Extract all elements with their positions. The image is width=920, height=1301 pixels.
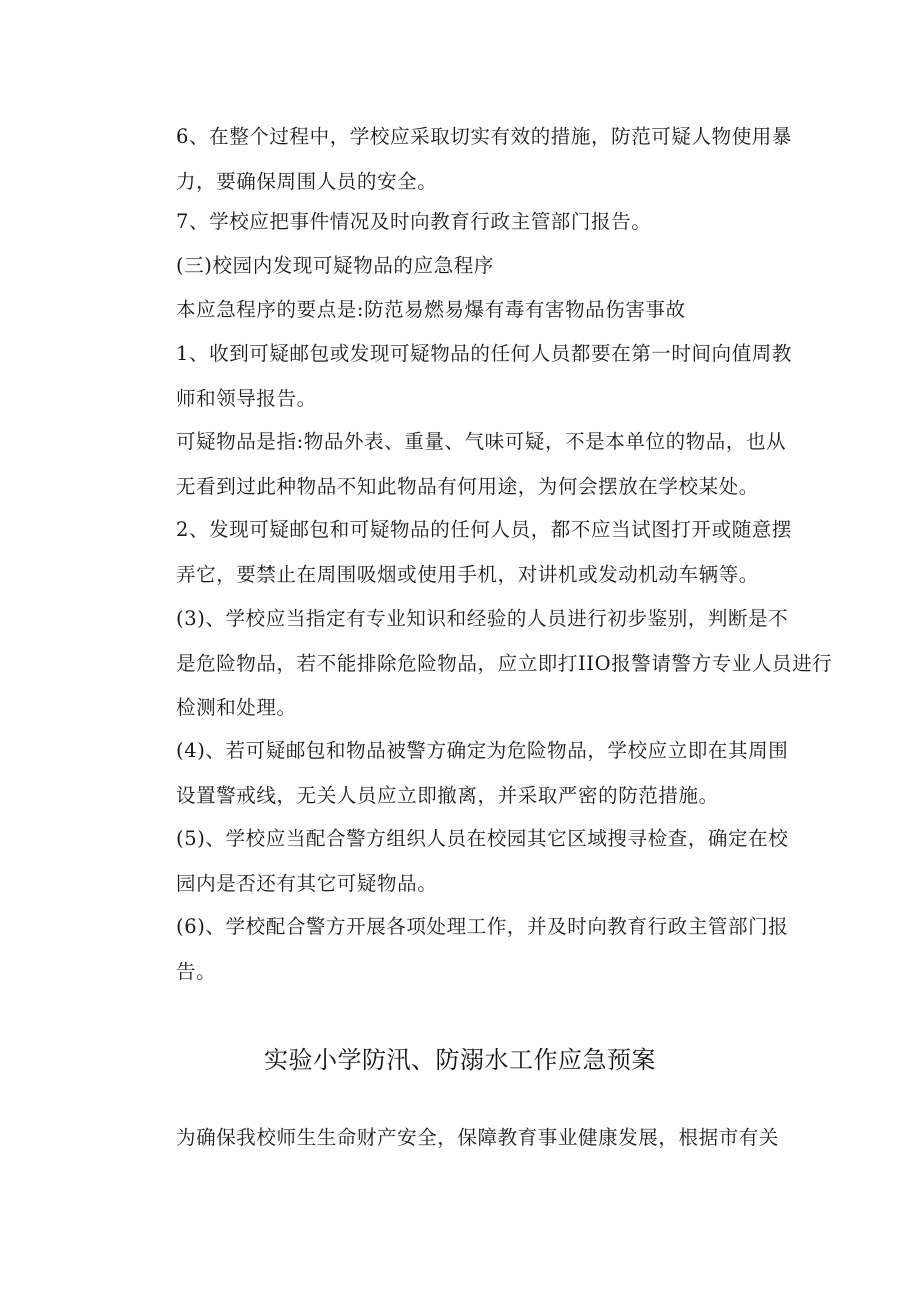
paragraph-step-6 [137, 905, 789, 994]
text-line: (6)、学校配合警方开展各项处理工作，并及时向教育行政主管部门报 [176, 915, 789, 938]
text-line: 2、发现可疑邮包和可疑物品的任何人员，都不应当试图打开或随意摆 [176, 518, 793, 541]
paragraph-item-7 [137, 200, 789, 245]
text-line: 本应急程序的要点是:防范易燃易爆有毒有害物品伤害事故 [176, 298, 686, 321]
text-line: 7、学校应把事件情况及时向教育行政主管部门报告。 [176, 210, 652, 233]
text-line: 设置警戒线，无关人员应立即撤离，并采取严密的防范措施。 [176, 783, 719, 807]
text-line: 力，要确保周围人员的安全。 [176, 169, 438, 193]
paragraph-item-6 [137, 115, 793, 204]
text-line: 6、在整个过程中，学校应采取切实有效的措施，防范可疑人物使用暴 [176, 125, 793, 148]
paragraph-step-2 [137, 508, 793, 597]
text-line: (4)、若可疑邮包和物品被警方确定为危险物品，学校应立即在其周围 [176, 739, 789, 762]
text-line: 告。 [176, 959, 217, 983]
paragraph-step-3 [137, 597, 833, 731]
paragraph-step-5 [137, 817, 789, 906]
text-line: 弄它，要禁止在周围吸烟或使用手机，对讲机或发动机动车辆等。 [176, 562, 759, 586]
text-line: 是危险物品，若不能排除危险物品，应立即打IIO报警请警方专业人员进行 [176, 651, 833, 675]
text-line: 师和领导报告。 [176, 386, 317, 410]
text-line: 无看到过此种物品不知此物品有何用途，为何会摆放在学校某处。 [176, 474, 759, 498]
text-line: 园内是否还有其它可疑物品。 [176, 871, 438, 895]
text-line: 为确保我校师生生命财产安全，保障教育事业健康发展，根据市有关 [176, 1126, 780, 1149]
text-line: 可疑物品是指:物品外表、重量、气味可疑，不是本单位的物品，也从 [176, 430, 787, 453]
paragraph-step-1 [137, 332, 793, 421]
section-heading-3 [137, 244, 789, 289]
text-line: 1、收到可疑邮包或发现可疑物品的任何人员都要在第一时间向值周教 [176, 342, 793, 365]
text-line: (三)校园内发现可疑物品的应急程序 [176, 254, 494, 277]
paragraph-step-4 [137, 729, 789, 818]
text-line: (5)、学校应当配合警方组织人员在校园其它区域搜寻检查，确定在校 [176, 827, 789, 850]
section-title: 实验小学防汛、防溺水工作应急预案 [264, 1046, 656, 1074]
text-line: 检测和处理。 [176, 696, 297, 719]
intro-paragraph [137, 1116, 789, 1161]
paragraph-definition [137, 420, 789, 509]
procedure-key-points [137, 288, 789, 333]
text-line: (3)、学校应当指定有专业知识和经验的人员进行初步鉴别，判断是不 [176, 607, 789, 630]
